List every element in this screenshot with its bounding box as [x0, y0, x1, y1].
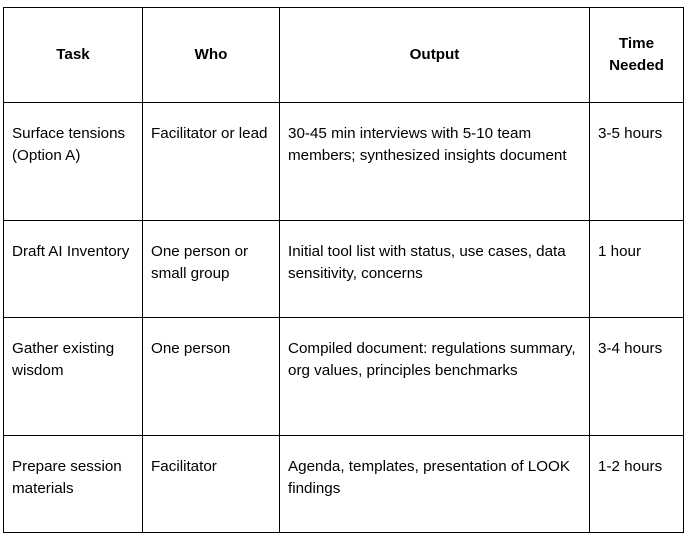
cell-output	[280, 103, 590, 221]
cell-who	[143, 103, 280, 221]
table-row	[4, 221, 684, 318]
cell-text: Agenda, templates, presentation of LOOK findings	[288, 458, 570, 497]
cell-time	[590, 318, 684, 436]
cell-output	[280, 436, 590, 533]
cell-text: 3-4 hours	[598, 340, 663, 357]
cell-text: 30-45 min interviews with 5-10 team members; synthesized insights document	[288, 125, 567, 164]
header-time-needed	[590, 8, 684, 103]
cell-text: Gather existing wisdom	[12, 340, 115, 379]
cell-text: Compiled document: regulations summary, org values, principles benchmarks	[288, 340, 576, 379]
cell-text: Initial tool list with status, use cases, data sensitivity, concerns	[288, 243, 566, 282]
cell-text: Draft AI Inventory	[12, 243, 130, 260]
cell-output	[280, 221, 590, 318]
cell-task	[4, 103, 143, 221]
cell-task	[4, 436, 143, 533]
cell-text: One person	[151, 340, 231, 357]
cell-text: Facilitator or lead	[151, 125, 268, 142]
header-task: Task	[4, 8, 143, 103]
header-output: Output	[280, 8, 590, 103]
cell-text: One person or small group	[151, 243, 249, 282]
cell-time	[590, 436, 684, 533]
cell-who	[143, 436, 280, 533]
cell-output	[280, 318, 590, 436]
header-who: Who	[143, 8, 280, 103]
cell-time	[590, 103, 684, 221]
cell-task	[4, 221, 143, 318]
cell-text: 1 hour	[598, 243, 642, 260]
cell-who	[143, 318, 280, 436]
table-row	[4, 436, 684, 533]
cell-time	[590, 221, 684, 318]
cell-text: Prepare session materials	[12, 458, 122, 497]
cell-task	[4, 318, 143, 436]
cell-who	[143, 221, 280, 318]
cell-text: Facilitator	[151, 458, 217, 475]
cell-text: Surface tensions (Option A)	[12, 125, 126, 164]
cell-text: 1-2 hours	[598, 458, 663, 475]
table-row	[4, 318, 684, 436]
table-row	[4, 103, 684, 221]
header-row	[4, 8, 684, 103]
header-time-needed-label: Time Needed	[609, 35, 664, 74]
task-table	[3, 7, 684, 533]
cell-text: 3-5 hours	[598, 125, 663, 142]
